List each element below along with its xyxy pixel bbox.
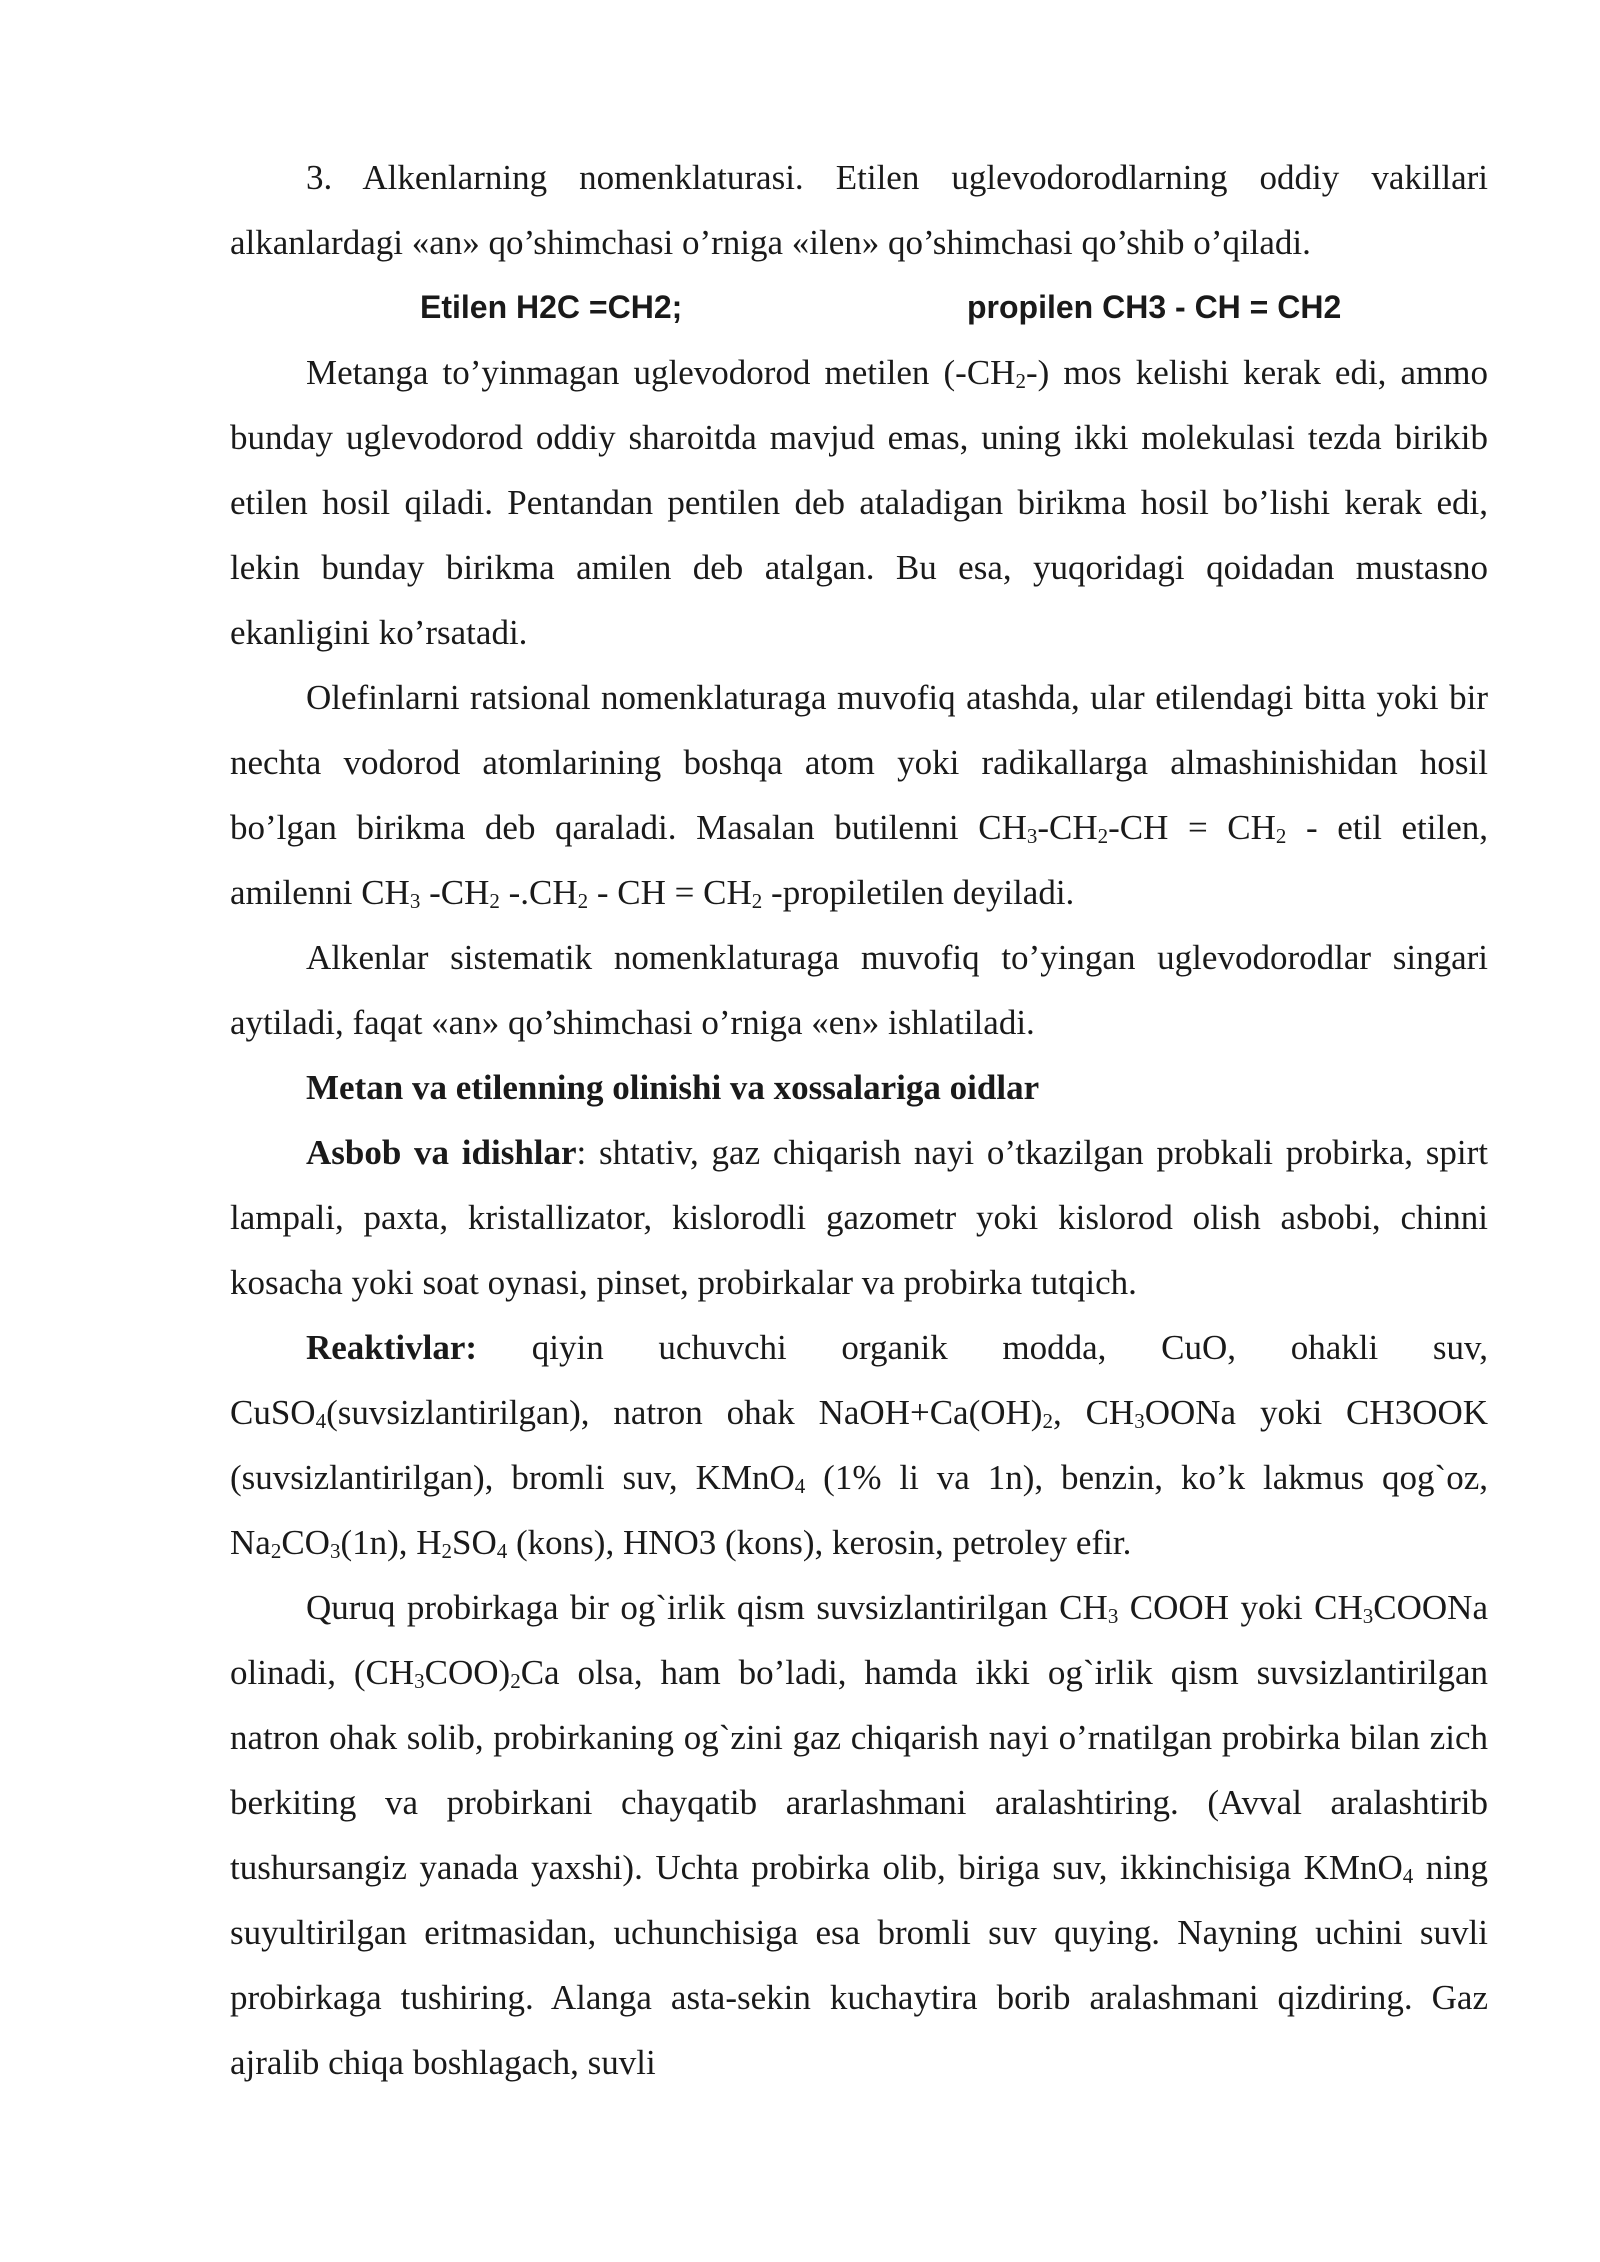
formula-line [230, 275, 1488, 340]
equipment-label: Asbob va idishlar [306, 1133, 577, 1172]
formula-propilen: propilen CH3 - CH = CH2 [967, 289, 1342, 325]
paragraph-nomenclature: 3. Alkenlarning nomenklaturasi. Etilen uglevodorodlarning oddiy vakillari alkanlardagi «an» qo’shimchasi o’rniga «ilen» qo’shimchasi qo’shib o’qiladi. [230, 158, 1488, 262]
paragraph-procedure: Quruq probirkaga bir og`irlik qism suvsizlantirilgan $CH_3$ COOH yoki $CH_3COONa$ olinadi, $(CH_3COO)_2Ca$ olsa, ham bo’ladi, hamda ikki og`irlik qism suvsizlantirilgan natron ohak solib, probirkaning og`zini gaz chiqarish nayi o’rnatilgan probirka bilan zich berkiting va probirkani chayqatib ararlashmani aralashtiring. (Avval aralashtirib tushursangiz yanada yaxshi). Uchta probirka olib, biriga suv, ikkinchisiga KMnO$_4$ ning suyultirilgan eritmasidan, uchunchisiga esa bromli suv quying. Nayning uchini suvli probirkaga tushiring. Alanga asta-sekin kuchaytira borib aralashmani qizdiring. Gaz ajralib chiqa boshlagach, suvli [230, 1588, 1489, 2082]
body-text [230, 145, 1488, 2095]
paragraph-metilen: Metanga to’yinmagan uglevodorod metilen $(-CH_2-)$ mos kelishi kerak edi, ammo bunday uglevodorod oddiy sharoitda mavjud emas, uning ikki molekulasi tezda birikib etilen hosil qiladi. Pentandan pentilen deb ataladigan birikma hosil bo’lishi kerak edi, lekin bunday birikma amilen deb atalgan. Bu esa, yuqoridagi qoidadan mustasno ekanligini ko’rsatadi. [230, 353, 1488, 652]
section-heading: Metan va etilenning olinishi va xossalariga oidlar [306, 1068, 1040, 1107]
reagents-label: Reaktivlar: [306, 1328, 478, 1367]
paragraph-reagents: Reaktivlar: qiyin uchuvchi organik modda, CuO, ohakli suv, CuSO$_4$(suvsizlantirilgan), natron ohak $NaOH+Ca(OH)_2$, $CH_3OONa$ yoki CH3OOK (suvsizlantirilgan), bromli suv, KMnO$_4$ (1% li va 1n), benzin, ko’k lakmus qog`oz, $Na_2CO_3(1n)$, $H_2SO_4$ (kons), HNO3 (kons), kerosin, petroley efir. [230, 1328, 1488, 1564]
paragraph-systematic-nomenclature: Alkenlar sistematik nomenklaturaga muvofiq to’yingan uglevodorodlar singari aytiladi, faqat «an» qo’shimchasi o’rniga «en» ishlatiladi. [230, 938, 1488, 1042]
paragraph-equipment: Asbob va idishlar: shtativ, gaz chiqarish nayi o’tkazilgan probkali probirka, spirt lampali, paxta, kristallizator, kislorodli gazometr yoki kislorod olish asbobi, chinni kosacha yoki soat oynasi, pinset, probirkalar va probirka tutqich. [230, 1133, 1488, 1302]
formula-etilen: Etilen H2C =CH2; [420, 289, 683, 325]
paragraph-rational-nomenclature: Olefinlarni ratsional nomenklaturaga muvofiq atashda, ular etilendagi bitta yoki bir nechta vodorod atomlarining boshqa atom yoki radikallarga almashinishidan hosil bo’lgan birikma deb qaraladi. Masalan butilenni $CH_3-CH_2-CH = CH_2$ - etil etilen, amilenni $CH_3$ $-CH_2$ $-.CH_2$ - CH = $CH_2$ -propiletilen deyiladi. [230, 678, 1489, 914]
